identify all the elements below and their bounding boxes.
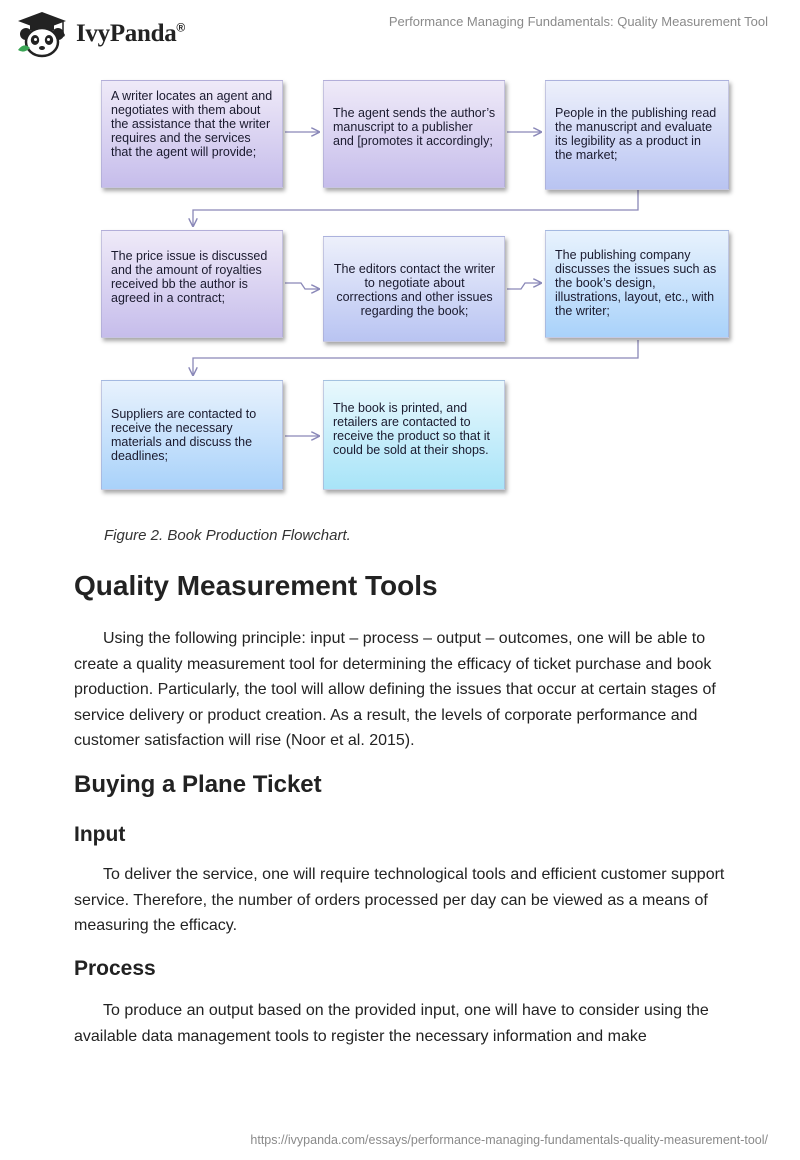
flow-step-8: The book is printed, and retailers are contacted to receive the product so that it could be sold at their shops. [323, 380, 505, 490]
connector-row1-row2 [193, 190, 638, 226]
flow-step-1: A writer locates an agent and negotiates with them about the assistance that the writer requires and the services that the agent will provide; [101, 80, 283, 188]
arrow-4-5 [285, 283, 319, 289]
paragraph-input: To deliver the service, one will require technological tools and efficient customer support service. Therefore, the number of orders processed per day can be viewed as a means of measuring the efficacy. [74, 866, 725, 934]
arrow-5-6 [507, 283, 541, 289]
figure-caption: Figure 2. Book Production Flowchart. [104, 527, 351, 544]
book-production-flowchart [95, 70, 745, 500]
flow-step-2: The agent sends the author’s manuscript to a publisher and [promotes it accordingly; [323, 80, 505, 188]
subsection-title-input: Input [74, 823, 126, 846]
flow-step-4: The price issue is discussed and the amount of royalties received bb the author is agreed in a contract; [101, 230, 283, 338]
page-header [0, 0, 800, 70]
section-title-ticket: Buying a Plane Ticket [74, 771, 322, 798]
brand-logo[interactable] [14, 10, 185, 58]
source-url[interactable]: https://ivypanda.com/essays/performance-managing-fundamentals-quality-measurement-tool/ [250, 1133, 768, 1147]
brand-name: IvyPanda® [76, 20, 185, 47]
flow-step-6: The publishing company discusses the issues such as the book’s design, illustrations, layout, etc., with the writer; [545, 230, 729, 338]
flow-step-7: Suppliers are contacted to receive the necessary materials and discuss the deadlines; [101, 380, 283, 490]
panda-graduate-icon [14, 10, 70, 58]
section-title-quality: Quality Measurement Tools [74, 570, 438, 601]
connector-row2-row3 [193, 340, 638, 375]
flow-step-3: People in the publishing read the manuscript and evaluate its legibility as a product in the market; [545, 80, 729, 190]
document-title: Performance Managing Fundamentals: Quality Measurement Tool [388, 14, 768, 29]
subsection-title-process: Process [74, 957, 156, 980]
flow-step-5: The editors contact the writer to negotiate about corrections and other issues regarding the book; [323, 236, 505, 342]
paragraph-process: To produce an output based on the provided input, one will have to consider using the available data management tools to register the necessary information and make [74, 1002, 709, 1045]
paragraph-quality: Using the following principle: input – process – output – outcomes, one will be able to create a quality measurement tool for determining the efficacy of ticket purchase and book production. Particularly, the tool will allow defining the issues that occur at certain stages of service delivery or product creation. As a result, the levels of corporate performance and customer satisfaction will rise (Noor et al. 2015). [74, 630, 716, 749]
